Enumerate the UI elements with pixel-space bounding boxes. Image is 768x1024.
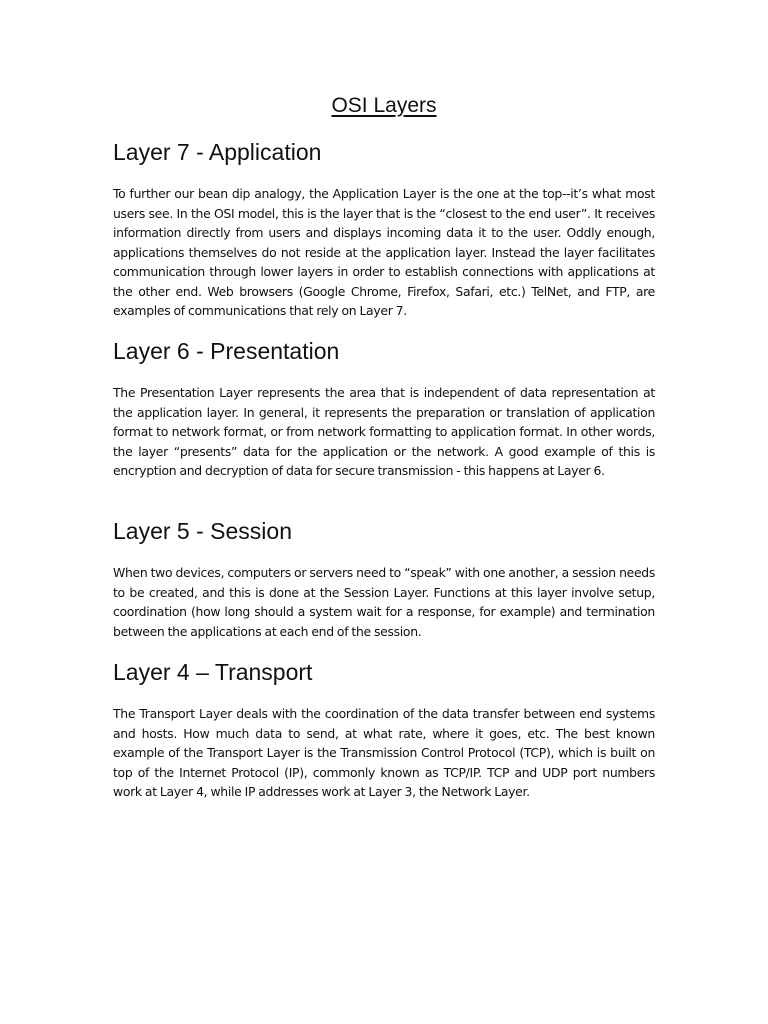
section-paragraph: To further our bean dip analogy, the Application Layer is the one at the top--it’s what most users see. In the OSI model, this is the layer that is the “closest to the end user”. It receives information directly from users and displays incoming data it to the user. Oddly enough, applications themselves do not reside at the application layer. Instead the layer facilitates communication through lower layers in order to establish connections with applications at the other end. Web browsers (Google Chrome, Firefox, Safari, etc.) TelNet, and FTP, are examples of communications that rely on Layer 7. <box>113 186 655 318</box>
section-heading: Layer 6 - Presentation <box>113 338 340 364</box>
section-layer-5 <box>113 516 655 641</box>
section-paragraph: The Transport Layer deals with the coordination of the data transfer between end systems and hosts. How much data to send, at what rate, where it goes, etc. The best known example of the Transport Layer is the Transmission Control Protocol (TCP), which is built on top of the Internet Protocol (IP), commonly known as TCP/IP. TCP and UDP port numbers work at Layer 4, while IP addresses work at Layer 3, the Network Layer. <box>113 706 655 799</box>
section-heading: Layer 7 - Application <box>113 139 322 165</box>
section-heading: Layer 4 – Transport <box>113 659 313 685</box>
section-paragraph: The Presentation Layer represents the area that is independent of data representation at the application layer. In general, it represents the preparation or translation of application format to network format, or from network formatting to application format. In other words, the layer “presents” data for the application or the network. A good example of this is encryption and decryption of data for secure transmission - this happens at Layer 6. <box>113 385 655 478</box>
document-title: OSI Layers <box>331 94 437 117</box>
section-heading: Layer 5 - Session <box>113 518 292 544</box>
section-paragraph: When two devices, computers or servers need to “speak” with one another, a session needs to be created, and this is done at the Session Layer. Functions at this layer involve setup, coordination (how long should a system wait for a response, for example) and termination between the applications at each end of the session. <box>113 565 655 639</box>
section-layer-6 <box>113 336 655 481</box>
section-layer-7 <box>113 137 655 321</box>
section-layer-4 <box>113 657 655 802</box>
